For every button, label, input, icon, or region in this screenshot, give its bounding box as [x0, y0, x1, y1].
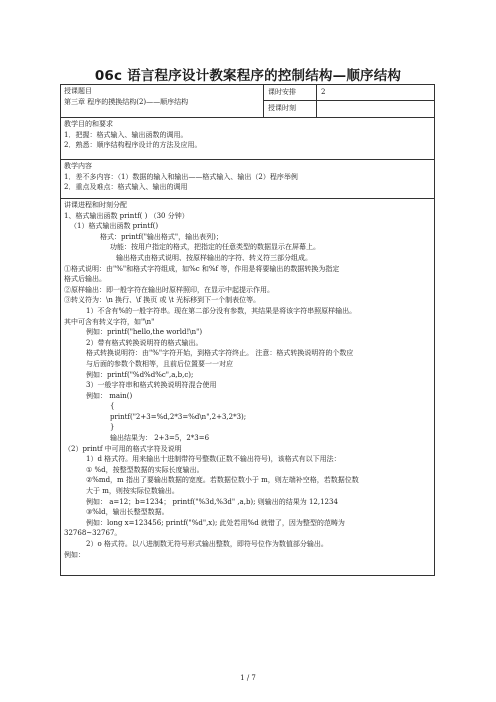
- goal-item: 1．把握：格式输入、输出函数的调用。: [64, 130, 188, 139]
- process-line: ②%md，m 指出了要输出数据的宽度。若数据位数小于 m，则左端补空格，若数据位数: [86, 476, 359, 485]
- process-line: （2）printf 中可用的格式字符及说明: [64, 444, 182, 453]
- process-line: 例如：printf("%d%d%c",a,b,c);: [86, 370, 194, 379]
- process-line: （1）格式输出函数 printf(): [70, 222, 159, 231]
- process-section: [61, 198, 434, 575]
- process-line: 例如： a=12；b=1234； printf("%3d,%3d" ,a,b); 则输出的结果为 12,1234: [86, 497, 338, 506]
- process-line: 例如：long x=123456; printf("%d",x); 此处若用%d 就错了，因为整型的范畴为: [86, 518, 345, 527]
- process-line: 例如： main(): [86, 391, 133, 400]
- process-line: 3）一般字符串和格式转换说明符混合使用: [86, 381, 217, 390]
- time-value: [317, 101, 434, 117]
- process-line: ①格式说明：由"%"和格式字符组成，如%c 和%f 等，作用是将要输出的数据转换为指定: [64, 264, 340, 273]
- process-line: 1）d 格式符。用来输出十进制带符号整数(正数不输出符号)，该格式有以下用法：: [86, 455, 341, 464]
- schedule-label: 课时安排: [264, 85, 316, 101]
- process-line: 格式转换说明符：由"%"字符开始，到格式字符终止。 注意：格式转换说明符的个数应: [86, 349, 354, 358]
- process-line: 例如：: [64, 550, 85, 559]
- topic-label: 授课题目: [64, 87, 92, 95]
- process-line: 32768~32767。: [64, 529, 122, 538]
- time-label: 授课时刻: [268, 104, 296, 112]
- process-line: 功能：按用户指定的格式，把指定的任意类型的数据显示在屏幕上。: [110, 243, 320, 252]
- content-section: [61, 159, 434, 198]
- process-line: }: [110, 423, 115, 432]
- goal-item: 2．熟悉：顺序结构程序设计的方法及应用。: [64, 141, 202, 150]
- process-body: [64, 211, 431, 561]
- page-number: 1 / 7: [240, 674, 256, 682]
- header-row: [61, 85, 434, 117]
- process-line: 大于 m，则按实际位数输出。: [86, 487, 179, 496]
- process-line: 1、格式输出函数 printf( ) （30 分钟）: [64, 211, 189, 220]
- schedule-value: 2: [317, 85, 434, 101]
- schedule-values-cell: [317, 85, 434, 117]
- topic-value: 第三章 程序的摸换结构(2)——顺序结构: [64, 97, 189, 106]
- goals-section: [61, 117, 434, 159]
- process-line: 例如：printf("hello,the world!\n"): [86, 328, 203, 337]
- topic-cell: [61, 85, 264, 117]
- lesson-plan-table: [60, 84, 435, 576]
- goals-heading: 教学目的和要求: [64, 120, 113, 128]
- process-line: printf("2+3=%d,2*3=%d\n",2+3,2*3);: [110, 412, 247, 421]
- process-line: ②原样输出：即一般字符在输出时原样照印，在显示中起提示作用。: [64, 285, 274, 294]
- process-heading: 讲课进程和时刻分配: [64, 201, 127, 209]
- process-line: 格式：printf("输出格式"，输出表列)；: [100, 232, 223, 241]
- schedule-labels-cell: [264, 85, 317, 117]
- process-line: ① %d，按整型数据的实际长度输出。: [86, 465, 204, 474]
- process-line: 输出结果为： 2+3=5，2*3=6: [110, 434, 210, 443]
- process-line: 2）o 格式符。以八进制数无符号形式输出整数，即符号位作为数值部分输出。: [86, 540, 328, 548]
- process-line: ③%ld，输出长整型数据。: [86, 508, 169, 517]
- process-line: 2）带有格式转换说明符的格式输出。: [86, 338, 203, 347]
- process-line: 与后面的参数个数相等，且前后位置要一一对应: [86, 359, 233, 368]
- content-item: 2．重点及难点：格式输入、输出的调用: [64, 183, 188, 192]
- process-line: ③转义符为：\n 换行、\f 换页 或 \t 光标移到下一个制表位等。: [64, 296, 261, 305]
- content-item: 1．差不多内容：（1）数据的输入和输出——格式输入、输出（2）程序举例: [64, 172, 298, 181]
- document-title: 06c 语言程序设计教案程序的控制结构—顺序结构: [94, 68, 402, 84]
- process-line: 输出格式由格式说明、按原样输出的字符、转义符三部分组成。: [116, 253, 312, 262]
- process-line: 1）不含有%的一般字符串。现在第二部分没有参数，其结果是将该字符串照原样输出。: [86, 306, 357, 315]
- process-line: 其中可含有转义字符，如"\n": [64, 317, 155, 326]
- process-line: {: [110, 402, 115, 411]
- content-heading: 教学内容: [64, 162, 92, 170]
- process-line: 格式后输出。: [64, 275, 106, 284]
